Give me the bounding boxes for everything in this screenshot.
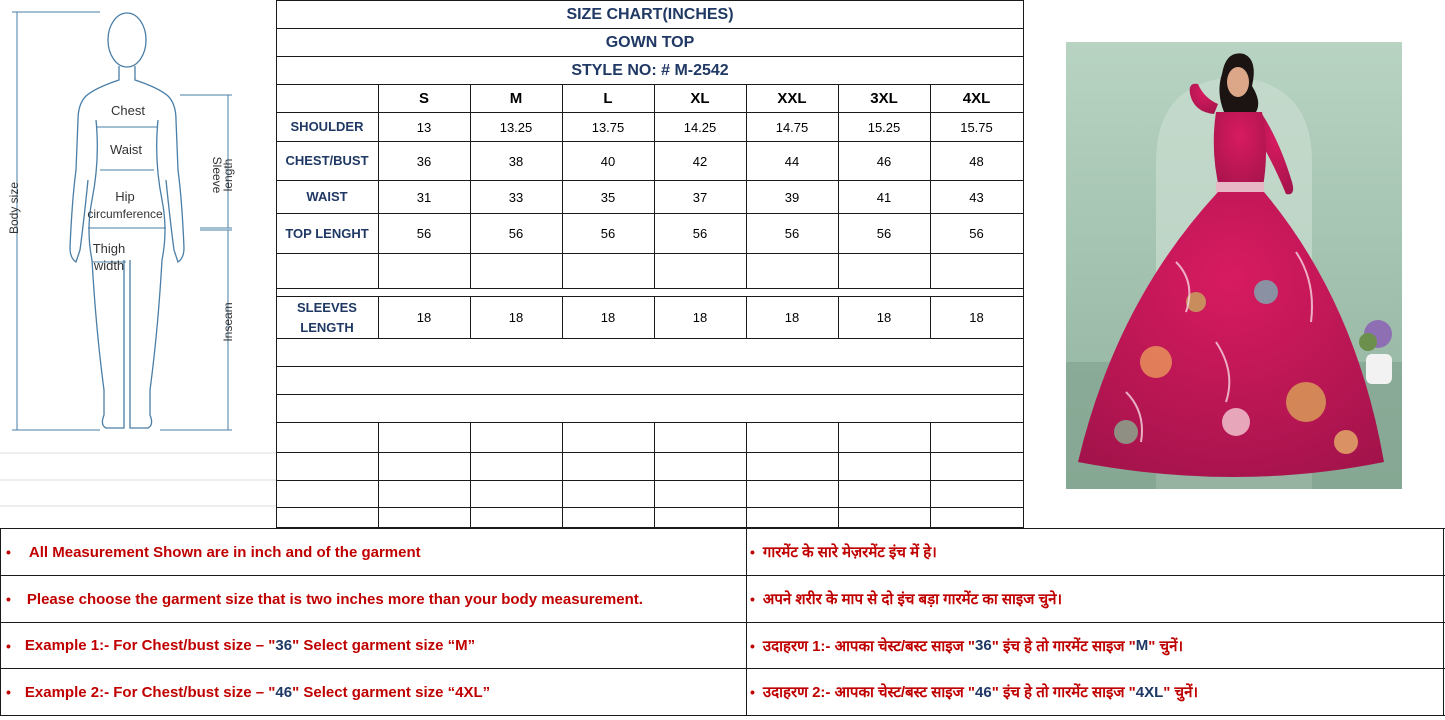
- table-cell: 15.25: [867, 119, 901, 135]
- row-label-top-length: TOP LENGHT: [285, 225, 369, 241]
- table-cell: 37: [692, 189, 708, 205]
- row-label-chest-bust: CHEST/BUST: [285, 153, 369, 168]
- size-chart-table: [276, 0, 1024, 528]
- table-cell: 44: [784, 153, 800, 169]
- measurement-notes: [0, 528, 1445, 720]
- gown-product-photo: [1066, 42, 1402, 489]
- gown-illustration: [1066, 42, 1402, 489]
- table-cell: 36: [416, 153, 432, 169]
- table-cell: 18: [600, 310, 616, 325]
- table-cell: 18: [692, 310, 708, 325]
- table-cell: 56: [876, 226, 892, 241]
- row-label-shoulder: SHOULDER: [290, 119, 364, 134]
- table-cell: 18: [784, 310, 800, 325]
- circumference-label: circumference: [87, 207, 163, 221]
- table-cell: 56: [600, 226, 616, 241]
- table-cell: 39: [784, 189, 800, 205]
- table-cell: 18: [969, 310, 984, 325]
- table-cell: 41: [876, 189, 892, 205]
- table-cell: 42: [692, 153, 708, 169]
- table-cell: 40: [600, 153, 616, 169]
- table-cell: 31: [416, 189, 432, 205]
- table-cell: 43: [969, 189, 984, 205]
- table-cell: 18: [416, 310, 432, 325]
- size-header: 3XL: [870, 90, 898, 107]
- body-measurement-diagram: [0, 0, 276, 528]
- bullet-icon: •: [750, 591, 755, 607]
- thigh-label: Thigh: [92, 241, 126, 256]
- note-en-2: • Please choose the garment size that is two inches more than your body measurement.: [6, 590, 643, 608]
- chart-subtitle: GOWN TOP: [605, 33, 695, 51]
- bullet-icon: •: [750, 637, 755, 654]
- waist-label: Waist: [109, 142, 143, 157]
- size-header: M: [509, 90, 523, 107]
- table-cell: 18: [508, 310, 524, 325]
- table-cell: 14.75: [775, 119, 809, 135]
- bullet-icon: •: [750, 544, 755, 560]
- table-cell: 56: [508, 226, 524, 241]
- table-cell: 56: [416, 226, 432, 241]
- table-cell: 13.75: [591, 119, 625, 135]
- table-cell: 14.25: [683, 119, 717, 135]
- note-hi-1: • गारमेंट के सारे मेज़रमेंट इंच में हे।: [750, 544, 937, 561]
- chest-label: Chest: [111, 103, 145, 118]
- note-hi-4: • उदाहरण 2:- आपका चेस्ट/बस्ट साइज " 46 " इंच हे तो गारमेंट साइज " 4XL " चुनें।: [750, 683, 1199, 701]
- body-size-label: Body size: [7, 181, 21, 235]
- size-header: 4XL: [962, 90, 991, 107]
- sleeve-label: Sleeve: [210, 156, 224, 194]
- sleeves-label-line1: SLEEVES: [297, 299, 357, 315]
- note-en-1: • All Measurement Shown are in inch and of the garment: [6, 543, 421, 561]
- sleeves-label-line2: LENGTH: [300, 319, 354, 335]
- body-outline-figure: [0, 0, 276, 528]
- table-cell: 35: [600, 189, 616, 205]
- bullet-icon: •: [6, 637, 11, 654]
- size-header: XL: [690, 90, 710, 107]
- table-cell: 46: [876, 153, 892, 169]
- table-cell: 33: [508, 189, 524, 205]
- table-cell: 13.25: [499, 119, 533, 135]
- inseam-label: Inseam: [221, 302, 235, 342]
- table-cell: 15.75: [960, 119, 993, 135]
- hip-label: Hip: [115, 189, 135, 204]
- width-label: width: [93, 258, 125, 273]
- row-label-sleeves-length: [276, 297, 378, 338]
- note-hi-2: • अपने शरीर के माप से दो इंच बड़ा गारमेंट का साइज चुने।: [750, 591, 1063, 608]
- chart-title: SIZE CHART(INCHES): [566, 5, 734, 23]
- note-en-3: • Example 1:- For Chest/bust size – " 36 " Select garment size “M”: [6, 637, 476, 654]
- style-number: STYLE NO: # M-2542: [571, 61, 729, 79]
- table-cell: 18: [876, 310, 892, 325]
- row-label-waist: WAIST: [306, 189, 348, 204]
- size-header: S: [418, 90, 429, 107]
- bullet-icon: •: [6, 544, 11, 560]
- note-hi-3: • उदाहरण 1:- आपका चेस्ट/बस्ट साइज " 36 " इंच हे तो गारमेंट साइज " M " चुनें।: [750, 637, 1184, 655]
- bullet-icon: •: [6, 591, 11, 607]
- note-en-4: • Example 2:- For Chest/bust size – " 46 " Select garment size “4XL”: [6, 683, 491, 701]
- bullet-icon: •: [6, 684, 11, 700]
- table-cell: 13: [416, 119, 432, 135]
- size-header: XXL: [777, 90, 807, 107]
- size-header: L: [603, 90, 613, 107]
- table-cell: 56: [969, 226, 984, 241]
- bullet-icon: •: [750, 684, 755, 700]
- table-cell: 56: [692, 226, 708, 241]
- sleeve-length-label: length: [221, 158, 235, 192]
- table-cell: 48: [969, 153, 984, 169]
- table-cell: 56: [784, 226, 800, 241]
- table-cell: 38: [508, 153, 524, 169]
